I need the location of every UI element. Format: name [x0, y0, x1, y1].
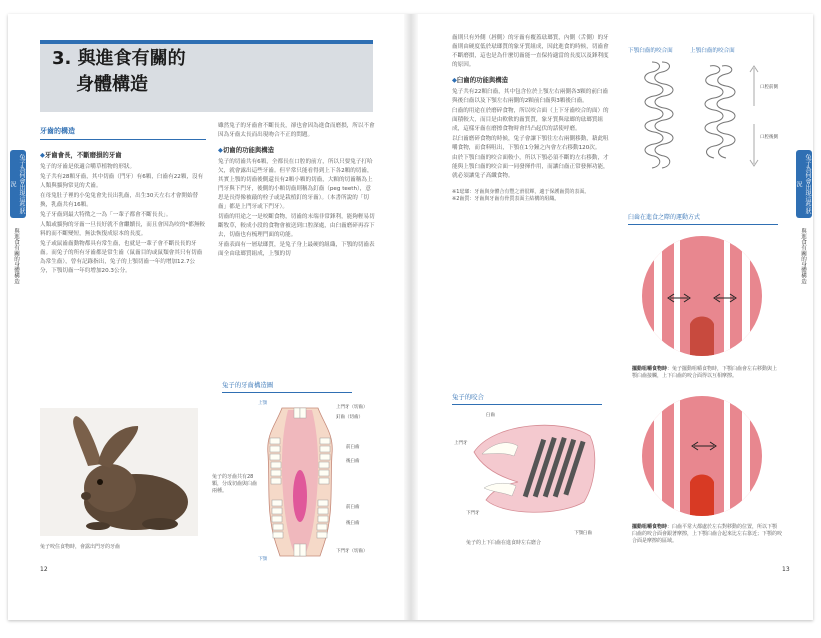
label-occlusion-molar: 臼齒 — [486, 413, 495, 418]
teeth-side-note: 兔子的牙齒共有28顆，分成切齒與臼齒兩種。 — [212, 474, 258, 494]
paragraph: 兔子的牙齒是依適合嚼草植物的形狀。 — [40, 164, 136, 170]
paragraph: 在母兔肚子裡的小兔兔會先長出乳齒，出生30天左右才會開始替換，乳齒共有16顆。 — [40, 193, 199, 208]
label-upper-incisor: 上門牙（切齒） — [336, 405, 368, 410]
photo-caption: 兔子咬住食物時，會露出門牙的牙齒 — [40, 544, 121, 550]
label-premolar: 前臼齒 — [346, 445, 360, 450]
column-3: 齒則只有外側（唇側）的牙齒有覆蓋琺瑯質，內側（舌側）的牙齒則由硬度低於琺瑯質的象牙質組成，因此進食的時候，切齒會不斷磨損，這也是為什麼切齒能一直保持適當的長度以及鋒利度的原因。 ◆臼齒的功能與構造 兔子共有22顆臼齒，其中包含位於上顎左右兩側各3顆的前臼齒與後臼齒以及下顎左右兩側的2顆前臼齒與3顆後臼齒。 臼齒的用途在於磨碎食物，所以咬合面（上下牙齒咬合的面）的面積較大，而目是由軟軟的齒質質，象牙質與琺瑯的琺瑯質組成，這樣牙齒在磨擦食物時會凹凸起伏的話使呼磨。 以臼齒磨碎食物的時候，兔子會讓下顎往左右兩側移動，藉此咀嚼食物，而食料咀出，下顎在1分鐘之內會左右移動120次。 由於下顎臼齒的咬合面較小，所以下顎必須不斷的左右移動，才能與上顎臼齒的咬合面一同發揮作用，而讓臼齒正常發揮功能，就必須讓兔子高纖食物。 ※1琺瑯：牙齒與身體合有豐之滑很輝，適于保護齒質的表面。 ※2齒質：牙齒與牙齒有骨質表面主結構的組織。 — [452, 34, 612, 203]
occlusion-title: 兔子的咬合 — [452, 393, 484, 401]
anno-back: 口腔後側 — [760, 135, 778, 140]
paragraph: 由於下顎臼齒的咬合面較小，所以下顎必須不斷的左右移動，才能與上顎臼齒的咬合面一同發揮作用，而讓臼齒正常發揮功能，就必須讓兔子高纖食物。 — [452, 155, 609, 179]
label-occlusion-upper-incisor: 上門牙 — [454, 441, 468, 446]
paragraph: 以臼齒磨碎食物的時候，兔子會讓下顎往左右兩側移動，藉此咀嚼食物，而食料咀出，下顎在1分鐘之內會左右移動120次。 — [452, 136, 609, 151]
motion-caption-1 — [632, 366, 782, 380]
column-2: 雖然兔子的牙齒會不斷長長，卻也會因為進食而磨損，所以不會因為牙齒太長而出現吻合不正的問題。 ◆切齒的功能與構造 兔子的切齒共有6顆，全都長在口腔的前方，所以只要兔子打哈欠，就會露出這些牙齒。但平常只能看得到上下各2顆的切齒，其實上顎的切齒後側還長有2顆小顆的切齒，大顆的切齒稱為上門牙與下門牙，後側的小顆切齒則稱為釘齒（peg teeth），意思是長得像被敲的栓子或是栽植釘的牙齒）。（本書所說的「切齒」都是上門牙或下門牙）。 切齒的用途之一是咬斷食物，切齒的末端非常鋒利，能夠輕易切斷牧草，較成小段的食物會被送到口腔深處，由臼齒磨碎再吞下去，切齒也有梳理門面的功能。 牙齒表面有一層琺瑯質，是兔子身上最硬的組織，下顎的切齒表面全由琺瑯質組成，上顎的切 — [218, 123, 375, 257]
anno-front: 口腔前側 — [760, 85, 778, 90]
footnote: ※1琺瑯：牙齒與身體合有豐之滑很輝，適于保護齒質的表面。 — [452, 189, 590, 195]
section-title: 牙齒的構造 — [40, 127, 75, 135]
page-number-left: 12 — [40, 566, 48, 573]
label-molar-lower: 後臼齒 — [346, 521, 360, 526]
chapter-heading — [52, 46, 186, 98]
paragraph: 人類或貓狗的牙齒一旦長好就不會繼續長，而且會因為咬的*都無較料的而不斷變短，無法恢復成原本的長度。 — [40, 222, 206, 237]
label-occlusion-lower-molar: 下顎臼齒 — [574, 531, 592, 536]
paragraph: 牙齒表面有一層琺瑯質，是兔子身上最硬的組織，下顎的切齒表面全由琺瑯質組成，上顎的切 — [218, 242, 375, 257]
column-1: 牙齒的構造 ◆牙齒會長，不斷磨損的牙齒 兔子的牙齒是依適合嚼草植物的形狀。 兔子共有28顆牙齒，其中切齒（門牙）有6顆，臼齒有22顆，沒有人類與貓狗常見的犬齒。 在母兔肚子裡的小兔兔會先長出乳齒，出生30天左右才會開始替換，乳齒共有16顆。 兔子牙齒到最大特徵之一為「一輩子都會不斷長長」。 人類或貓狗的牙齒一旦長好就不會繼續長，而且會因為咬的*都無較料的而不斷變短，無法恢復成原本的長度。 兔子或鼠齒齒動物都具有常生齒，也就是一輩子會不斷長長的牙齒。而兔子的所有牙齒都是常生齒（鼠齒目的或鼠類會其只有切齒為常生齒），曾有記錄指出，兔子的上顎切齒一年約增加12.7公分，下顎切齒一年約增加20.3公分。 — [40, 127, 206, 274]
label-molar: 後臼齒 — [346, 459, 360, 464]
occlusion-diagram — [464, 412, 604, 522]
paragraph: 臼齒的用途在於磨碎食物，所以咬合面（上下牙齒咬合的面）的面積較大，而目是由軟軟的齒質質，象牙質與琺瑯的琺瑯質組成，這樣牙齒在磨擦食物時會凹凸起伏的話使呼磨。 — [452, 108, 609, 132]
motion-diagram-2 — [640, 394, 764, 518]
subheading-3: 臼齒的功能與構造 — [456, 76, 509, 84]
molar-surface-diagram — [628, 58, 778, 176]
side-label-left: 與進食有關的身體構造 — [13, 228, 19, 284]
paragraph: 兔子共有22顆臼齒，其中包含位於上顎左右兩側各3顆的前臼齒與後臼齒以及下顎左右兩側的2顆前臼齒與3顆後臼齒。 — [452, 89, 609, 104]
teeth-diagram-title: 兔子的牙齒構造圖 — [222, 381, 274, 389]
motion-caption-2 — [632, 524, 782, 545]
motion-diagram-1 — [640, 234, 764, 358]
subheading-1: 牙齒會長，不斷磨損的牙齒 — [44, 151, 122, 159]
paragraph: 雖然兔子的牙齒會不斷長長，卻也會因為進食而磨損，所以不會因為牙齒太長而出現吻合不正的問題。 — [218, 123, 375, 138]
paragraph: 兔子或鼠齒齒動物都具有常生齒，也就是一輩子會不斷長長的牙齒。而兔子的所有牙齒都是常生齒（鼠齒目的或鼠類會其只有切齒為常生齒），曾有記錄指出，兔子的上顎切齒一年約增加12.7公分，下顎切齒一年約增加20.3公分。 — [40, 241, 203, 274]
label-premolar-lower: 前臼齒 — [346, 505, 360, 510]
paragraph: 兔子牙齒到最大特徵之一為「一輩子都會不斷長長」。 — [40, 212, 172, 218]
teeth-diagram — [262, 404, 338, 560]
motion-caption-2-strong: 擺動咀嚼食物時 — [632, 524, 668, 530]
footnote: ※2齒質：牙齒與牙齒有骨質表面主結構的組織。 — [452, 196, 560, 202]
motion-caption-1-text: ：兔子擺動咀嚼食物時，下顎臼齒會左右移動與上顎臼齒接觸，上下臼齒的咬合面得以互相摩擦。 — [632, 366, 778, 379]
paragraph: 兔子的切齒共有6顆，全都長在口腔的前方，所以只要兔子打哈欠，就會露出這些牙齒。但平常只能看得到上下各2顆的切齒，其實上顎的切齒後側還長有2顆小顆的切齒，大顆的切齒稱為上門牙與下門牙，後側的小顆切齒則稱為釘齒（peg teeth），意思是長得像被敲的栓子或是栽植釘的牙齒）。（本書所說的「切齒」都是上門牙或下門牙）。 — [218, 159, 373, 210]
rabbit-photo — [40, 408, 198, 536]
molar-right-title: 上顎臼齒的咬合面 — [690, 48, 735, 54]
heading-number: 3. — [52, 48, 72, 69]
motion-caption-1-strong: 擺動咀嚼食物時 — [632, 366, 668, 372]
teeth-diagram-rule — [222, 392, 352, 393]
side-label-right: 與進食有關的身體構造 — [800, 228, 806, 284]
occlusion-caption: 兔子的上下臼齒在進食時左右磨合 — [466, 540, 542, 546]
page-number-right: 13 — [782, 566, 790, 573]
heading-line1: 與進食有關的 — [77, 48, 186, 69]
occlusion-rule — [452, 404, 602, 405]
subheading-2: 切齒的功能與構造 — [222, 146, 275, 154]
paragraph: 兔子共有28顆牙齒，其中切齒（門牙）有6顆，臼齒有22顆，沒有人類與貓狗常見的犬齒。 — [40, 174, 204, 189]
book-gutter — [404, 14, 418, 620]
heading-line2: 身體構造 — [76, 74, 148, 95]
side-tab-right[interactable]: 兔子為何會出現這些狀況 — [796, 150, 812, 218]
label-peg-teeth: 釘齒（切齒） — [336, 415, 363, 420]
molar-left-title: 下顎臼齒的咬合面 — [628, 48, 673, 54]
label-lower-jaw: 下顎 — [258, 557, 267, 562]
side-tab-left[interactable]: 兔子為何會出現這些狀況 — [10, 150, 26, 218]
paragraph: 切齒的用途之一是咬斷食物，切齒的末端非常鋒利，能夠輕易切斷牧草，較成小段的食物會被送到口腔深處，由臼齒磨碎再吞下去，切齒也有梳理門面的功能。 — [218, 214, 375, 238]
motion-caption-2-text: ：臼齒平常大都處於左右對移動的位置，所以下顎臼齒的咬合面會跟著摩擦，上下顎臼齒合起來比左右靠近；下顎的咬合面是摩擦的區域。 — [632, 524, 783, 544]
rabbit-illustration — [40, 408, 198, 536]
label-upper-jaw: 上顎 — [258, 401, 267, 406]
label-occlusion-lower-incisor: 下門牙 — [466, 511, 480, 516]
label-lower-incisor: 下門牙（切齒） — [336, 549, 368, 554]
motion-rule — [628, 224, 778, 225]
motion-title: 臼齒在進食之際的運動方式 — [628, 214, 701, 221]
paragraph: 齒則只有外側（唇側）的牙齒有覆蓋琺瑯質，內側（舌側）的牙齒則由硬度低於琺瑯質的象牙質組成，因此進食的時候，切齒會不斷磨損，這也是為什麼切齒能一直保持適當的長度以及鋒利度的原因。 — [452, 35, 609, 68]
